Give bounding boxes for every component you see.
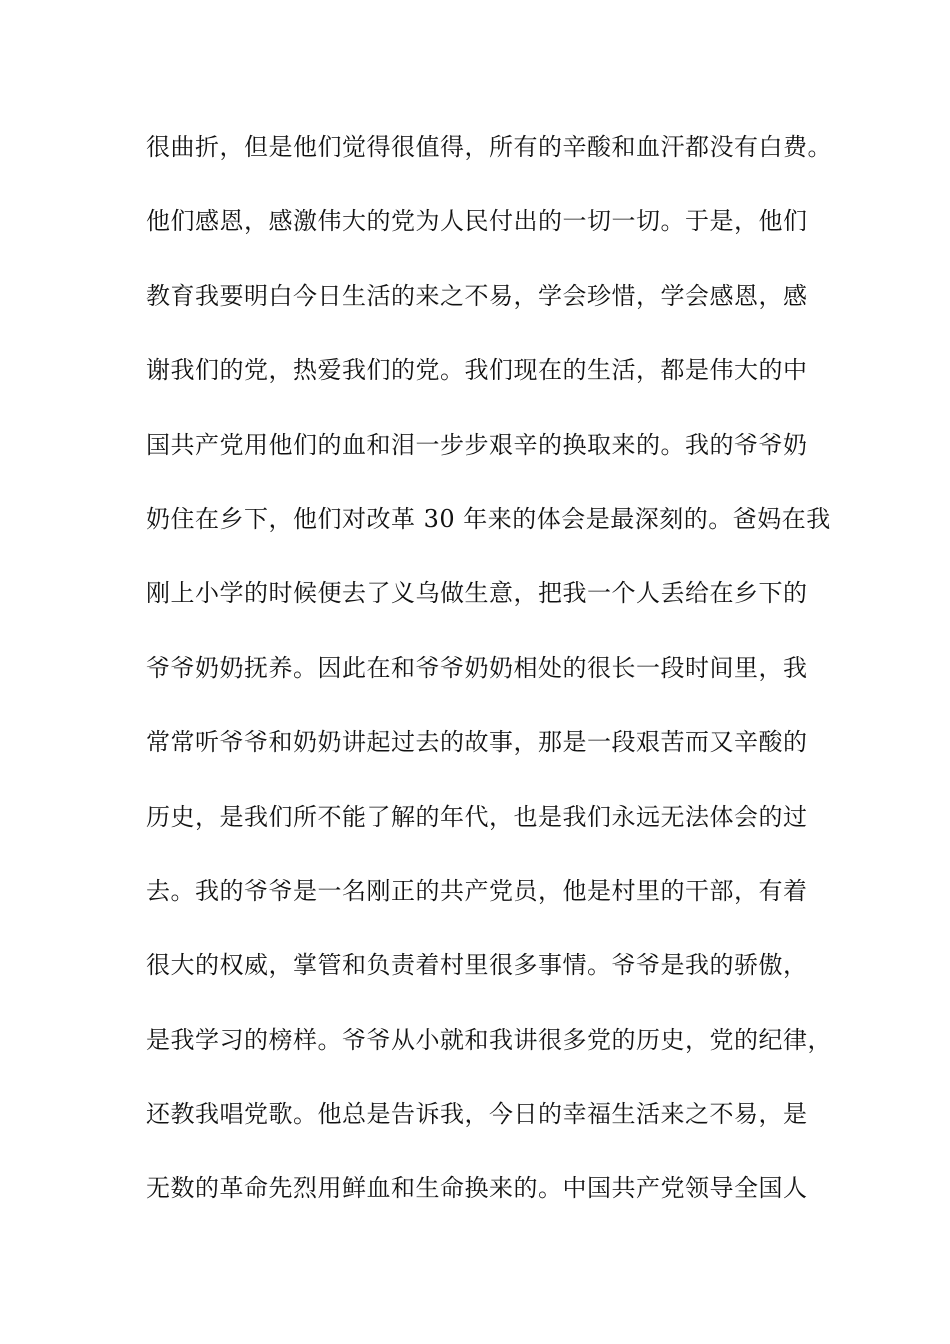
text-line: 刚上小学的时候便去了义乌做生意，把我一个人丢给在乡下的	[146, 579, 808, 608]
text-line: 爷爷奶奶抚养。因此在和爷爷奶奶相处的很长一段时间里，我	[146, 653, 808, 682]
text-line: 历史，是我们所不能了解的年代，也是我们永远无法体会的过	[146, 802, 808, 831]
text-line: 很曲折，但是他们觉得很值得，所有的辛酸和血汗都没有白费。	[146, 133, 832, 161]
text-line: 常常听爷爷和奶奶讲起过去的故事，那是一段艰苦而又辛酸的	[146, 728, 808, 757]
text-line: 无数的革命先烈用鲜血和生命换来的。中国共产党领导全国人	[146, 1174, 808, 1203]
text-line: 谢我们的党，热爱我们的党。我们现在的生活，都是伟大的中	[146, 356, 808, 385]
text-line: 是我学习的榜样。爷爷从小就和我讲很多党的历史，党的纪律，	[146, 1025, 832, 1054]
text-line: 教育我要明白今日生活的来之不易，学会珍惜，学会感恩，感	[146, 281, 808, 310]
text-line: 很大的权威，掌管和负责着村里很多事情。爷爷是我的骄傲，	[146, 951, 808, 980]
text-line: 去。我的爷爷是一名刚正的共产党员，他是村里的干部，有着	[146, 876, 808, 905]
body-text	[146, 127, 832, 1243]
text-line: 奶住在乡下，他们对改革 30 年来的体会是最深刻的。爸妈在我	[146, 504, 831, 533]
text-line: 还教我唱党歌。他总是告诉我，今日的幸福生活来之不易，是	[146, 1100, 808, 1129]
text-line: 他们感恩，感激伟大的党为人民付出的一切一切。于是，他们	[146, 207, 808, 236]
text-line: 国共产党用他们的血和泪一步步艰辛的换取来的。我的爷爷奶	[146, 430, 808, 459]
